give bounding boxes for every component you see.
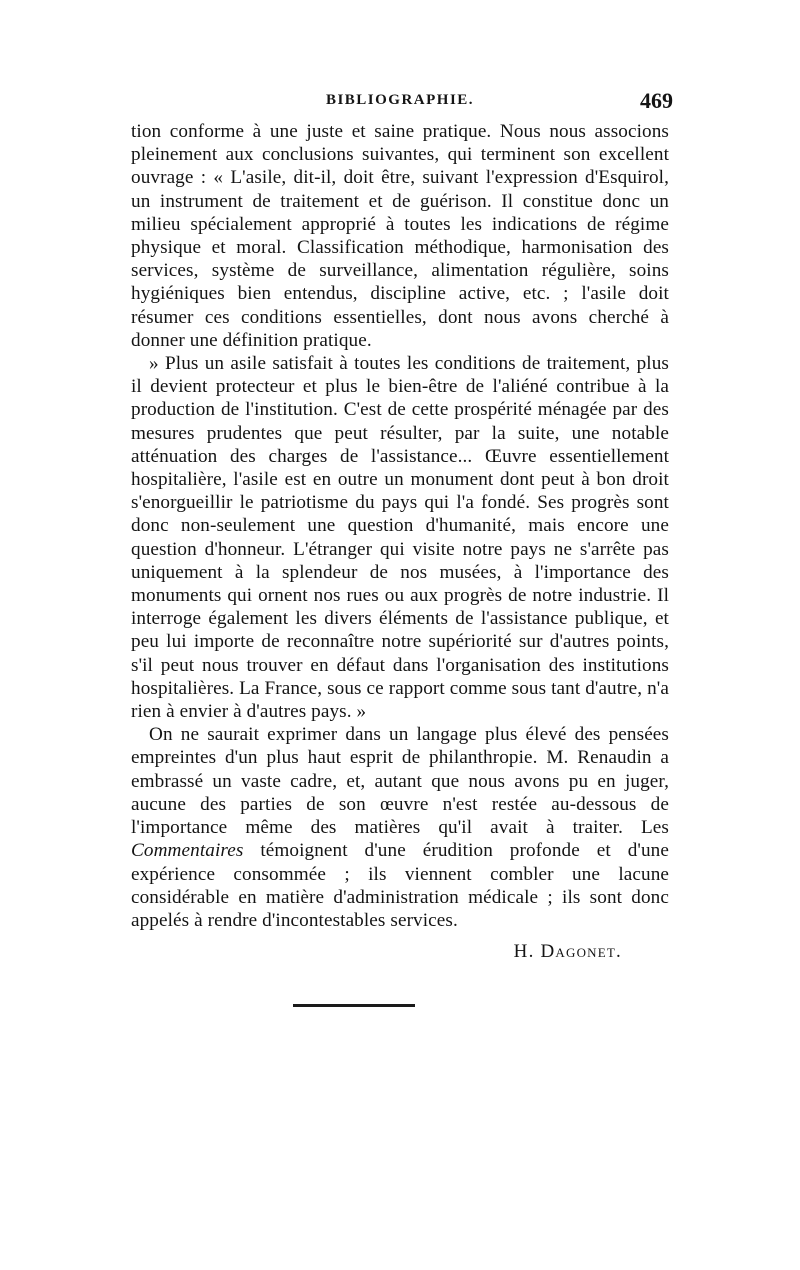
paragraph-quotation: » Plus un asile satisfait à toutes les conditions de traitement, plus il devient protecteur et plus le bien-être de l'aliéné contribue à la production de l'institution. C'est de cette prospérité ménagée par des mesures prudentes que peut résulter, par la suite, une notable atténuation des charges de l'assistance... Œuvre essentiellement hospitalière, l'asile est en outre un monument dont peut à bon droit s'enorgueillir le patriotisme du pays qui l'a fondé. Ses progrès sont donc non-seulement une question d'humanité, mais encore une question d'honneur. L'étranger qui visite notre pays ne s'arrête pas uniquement à la splendeur de nos musées, à l'importance des monuments qui ornent nos rues ou aux progrès de notre industrie. Il interroge également les divers éléments de l'assistance publique, et peu lui importe de reconnaître notre supériorité sur d'autres points, s'il peut nous trouver en défaut dans l'organisation des institutions hospitalières. La France, sous ce rapport comme sous tant d'autre, n'a rien à envier à d'autres pays. » (131, 353, 669, 723)
commentaires-title: Commentaires (131, 840, 244, 862)
commentary-text-after: témoignent d'une érudition profonde et d'une expérience consommée ; ils viennent combler une lacune considérable en matière d'administration médicale ; ils sont donc appelés à rendre d'incontestables services. (131, 840, 669, 931)
running-head-title: BIBLIOGRAPHIE. (325, 92, 475, 108)
paragraph-continuation: tion conforme à une juste et saine pratique. Nous nous associons pleinement aux conclusions suivantes, qui terminent son excellent ouvrage : « L'asile, dit-il, doit être, suivant l'expression d'Esquirol, un instrument de traitement et de guérison. Il constitue donc un milieu spécialement approprié à toutes les indications de régime physique et moral. Classification méthodique, harmonisation des services, système de surveillance, alimentation régulière, soins hygiéniques bien entendus, discipline active, etc. ; l'asile doit résumer ces conditions essentielles, dont nous avons cherché à donner une définition pratique. (131, 121, 669, 351)
body-text (131, 120, 669, 932)
paragraph-commentary (131, 723, 669, 932)
book-page (131, 88, 673, 963)
author-signature: H. Dagonet. (513, 941, 622, 963)
section-end-rule (293, 1004, 415, 1007)
commentary-text-before: On ne saurait exprimer dans un langage plus élevé des pensées empreintes d'un plus haut esprit de philanthropie. M. Renaudin a embrassé un vaste cadre, et, autant que nous avons pu en juger, aucune des parties de son œuvre n'est restée au-dessous de l'importance même des matières qu'il avait à traiter. Les (131, 724, 669, 839)
page-number: 469 (640, 88, 673, 113)
running-head (131, 88, 673, 120)
